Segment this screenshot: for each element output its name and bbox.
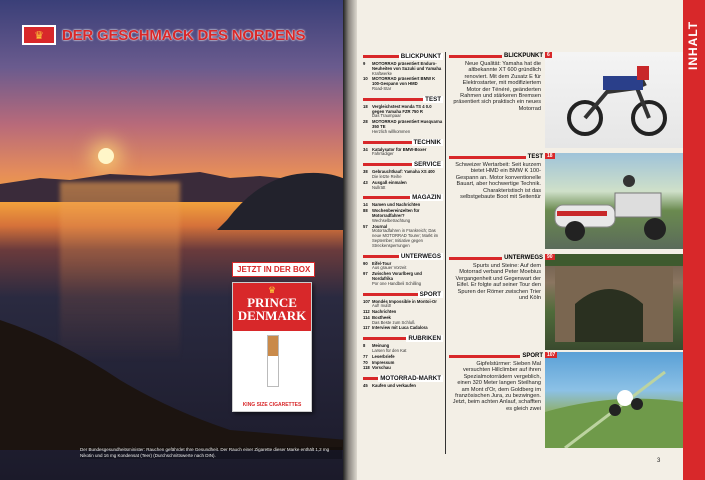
toc-entry-page: 18: [363, 103, 368, 109]
toc-entry-text: [372, 262, 443, 272]
toc-section: [363, 290, 443, 332]
toc-entry-title: Journal: [372, 223, 388, 229]
toc-entry[interactable]: [363, 120, 443, 134]
toc-section-title: SPORT: [419, 290, 441, 298]
toc-entry[interactable]: [363, 62, 443, 76]
toc-entry-page: 8: [363, 343, 366, 349]
toc-entry[interactable]: [363, 272, 443, 286]
toc-entry-page: 118: [363, 365, 370, 371]
feature-teaser: Schweizer Wertarbeit: Seit kurzem bietet HMD ein BMW K 100-Gespann an. Motor konventionelle Bauart, aber hochwertige Technik. Charakteristisch ist das selbstgebaute Boot mit Seitentür: [455, 162, 541, 201]
feature-page-number: 6: [547, 52, 550, 58]
toc-entry-subtitle: Wechselbetrachtung: [372, 217, 411, 223]
toc-entry-text: [372, 148, 443, 158]
toc-section: [363, 374, 443, 389]
toc-section: [363, 52, 443, 92]
toc-entry-subtitle: Larsen für den Kat: [372, 348, 407, 354]
feature-title: SPORT: [522, 353, 543, 359]
toc-entry-text: [372, 316, 443, 326]
toc-entry-subtitle: Road-Star: [372, 85, 392, 91]
toc-entry-title: MOTORRAD präsentiert Enduro-Neuheiten von Suzuki und Yamaha: [372, 61, 442, 71]
toc-entry-page: 34: [363, 146, 368, 152]
toc-entry-subtitle: Nullrätt: [372, 184, 386, 190]
toc-section: [363, 334, 443, 371]
toc-entry-page: 70: [363, 359, 368, 365]
toc-entry-title: MOTORRAD präsentiert BMW K 100-Gespann von HMD: [372, 76, 436, 87]
toc-entry-page: 97: [363, 271, 368, 277]
toc-entry-title: Mondés Impossible in Montoi-Or: [372, 298, 437, 304]
island-silhouette: [217, 160, 347, 230]
toc-entry-subtitle: Aus grauer Vorzeit: [372, 265, 407, 271]
toc-entry-text: [372, 209, 443, 223]
toc-entry-text: [372, 120, 443, 134]
toc-entry-subtitle: Fahrradiger: [372, 151, 394, 157]
side-tab-label: INHALT: [686, 20, 700, 70]
toc-section-title: TECHNIK: [413, 138, 441, 146]
advertisement-page: [0, 0, 347, 480]
toc-entry-text: [372, 62, 443, 76]
feature-title: UNTERWEGS: [504, 255, 543, 261]
toc-entry-text: [372, 77, 443, 91]
toc-entry-text: [372, 225, 443, 249]
toc-entry-subtitle: Por one Handbeli Schilling: [372, 280, 422, 286]
toc-section-header: [363, 95, 443, 104]
toc-column: [363, 52, 443, 392]
section-rule: [363, 55, 399, 58]
toc-entry-title: Nachrichten: [372, 309, 397, 315]
feature-photo: [545, 254, 683, 350]
toc-entry[interactable]: [363, 326, 443, 331]
toc-entry[interactable]: [363, 105, 443, 119]
feature-title: TEST: [527, 154, 543, 160]
toc-section: [363, 138, 443, 158]
toc-section-title: RUBRIKEN: [408, 335, 441, 343]
feature-item[interactable]: [449, 153, 679, 249]
toc-entry[interactable]: [363, 384, 443, 389]
page-gutter: [343, 0, 357, 480]
toc-entry-text: [372, 326, 443, 331]
feature-teaser: Gipfelstürmer: Sieben Mal versuchten Hillclimber auf ihren Spezialmotorrädern vergeblich, einen 320 Meter langen Steilhang am Mont d'Or, dem Goldberg im französischen Jura, zu bezwingen. Jetzt, beim achten Anlauf, schafften es gleich zwei: [452, 361, 541, 412]
toc-entry[interactable]: [363, 262, 443, 272]
toc-entry-subtitle: Auf! mußt!: [372, 303, 392, 309]
toc-entry-title: Vorschau: [372, 365, 391, 371]
pack-brand-line2: DENMARK: [237, 308, 307, 323]
feature-rule: [449, 257, 502, 260]
toc-entry-page: 43: [363, 179, 368, 185]
toc-entry[interactable]: [363, 316, 443, 326]
health-warning: Der Bundesgesundheitsminister: Rauchen gefährdet Ihre Gesundheit. Der Rauch einer Zigarette dieser Marke enthält 1,2 mg Nikotin und 16 mg Kondensat (Teer) (Durchschnittswerte nach DIN).: [80, 447, 342, 459]
feature-item[interactable]: [449, 254, 679, 350]
toc-entry-page: 45: [363, 383, 368, 389]
toc-entry-text: [372, 355, 443, 360]
headline-text: DER GESCHMACK DES NORDENS: [62, 26, 306, 44]
toc-section-header: [363, 138, 443, 147]
toc-entry-subtitle: Das Beste zum Schluß: [372, 319, 415, 325]
enduro-motorcycle-image: [545, 52, 683, 148]
pack-footer: KING SIZE CIGARETTES: [242, 402, 302, 408]
toc-section: [363, 193, 443, 248]
toc-entry-text: [372, 344, 443, 354]
toc-entry[interactable]: [363, 300, 443, 310]
side-tab: [683, 0, 705, 480]
toc-entry[interactable]: [363, 77, 443, 91]
toc-section-title: UNTERWEGS: [400, 252, 441, 260]
feature-item[interactable]: [449, 52, 679, 148]
toc-section-title: SERVICE: [413, 161, 441, 169]
toc-entry-text: [372, 181, 443, 191]
toc-entry-title: Eifel-Tour: [372, 260, 392, 266]
toc-entry-page: 77: [363, 353, 368, 359]
toc-entry[interactable]: [363, 170, 443, 180]
toc-entry-title: Namen und Nachrichten: [372, 202, 421, 208]
toc-section: [363, 252, 443, 287]
page-number: 3: [657, 458, 661, 464]
toc-entry[interactable]: [363, 355, 443, 360]
toc-section-header: [363, 334, 443, 343]
toc-section-header: [363, 252, 443, 261]
sidecar-rig-image: [545, 153, 683, 249]
toc-entry-page: 112: [363, 309, 370, 315]
toc-entry-text: [372, 272, 443, 286]
section-rule: [363, 337, 406, 340]
toc-entry-title: Kaufen und verkaufen: [372, 383, 416, 389]
hillclimb-rider-image: [545, 352, 683, 448]
toc-entry-page: 90: [363, 260, 368, 266]
toc-entry[interactable]: [363, 344, 443, 354]
section-rule: [363, 196, 410, 199]
feature-title: BLICKPUNKT: [504, 53, 543, 59]
feature-header: [449, 254, 545, 262]
toc-entry-page: 117: [363, 325, 370, 331]
feature-page-number: 18: [547, 153, 553, 159]
section-rule: [363, 377, 378, 380]
cigarette-image: [267, 335, 279, 387]
toc-entry-title: Leserbriefe: [372, 353, 395, 359]
toc-entry-page: 114: [363, 314, 370, 320]
feature-photo: [545, 352, 683, 448]
toc-entry-subtitle: Motorradfahren in Frankreich; Das neue MOTORRAD Tourer; Markt im September; Initiative gegen Streckensperrungen: [372, 228, 439, 248]
toc-entry-page: 28: [363, 119, 368, 125]
toc-section-title: MAGAZIN: [412, 194, 441, 202]
toc-entry-title: Impressum: [372, 359, 395, 365]
toc-entry-title: Gebrauchtkauf: Yamaha XS 400: [372, 169, 435, 175]
toc-entry[interactable]: [363, 225, 443, 249]
section-rule: [363, 98, 423, 101]
toc-entry-title: Interview mit Luca Cadalora: [372, 325, 428, 331]
toc-section-header: [363, 160, 443, 169]
pack-brand-line1: PRINCE: [247, 295, 297, 310]
crown-icon: ♛: [267, 285, 277, 295]
feature-header: [449, 153, 545, 161]
section-rule: [363, 141, 412, 144]
toc-section-title: BLICKPUNKT: [400, 53, 441, 60]
box-label: JETZT IN DER BOX: [232, 262, 315, 277]
feature-header: [449, 52, 545, 60]
stone-arch-bridge-image: [545, 254, 683, 350]
toc-entry-page: 10: [363, 76, 368, 82]
feature-teaser: Spurts und Steine: Auf dem Motorrad verband Peter Moebius Vergangenheit und Gegenwart der Eifel. Er folgte auf seiner Tour den Spuren der Römer zwischen Trier und Köln: [455, 263, 541, 302]
toc-entry-title: MOTORRAD präsentiert Husqvarna 350 TE: [372, 119, 443, 129]
toc-entry-page: 9: [363, 61, 366, 66]
feature-item[interactable]: [449, 352, 679, 448]
crown-flag-icon: ♛: [22, 25, 56, 45]
toc-entry-text: [372, 170, 443, 180]
toc-entry-title: Vergleichstest Honda TS 4 0.0 gegen Yamaha FZR 750 R: [372, 103, 432, 114]
toc-section-header: [363, 374, 443, 383]
toc-entry-title: Boxtheek: [372, 314, 391, 320]
toc-entry-text: [372, 300, 443, 310]
toc-entry-subtitle: Das Traumpaar: [372, 113, 401, 119]
feature-header: [449, 352, 545, 360]
toc-entry[interactable]: [363, 181, 443, 191]
toc-entry-title: Katalysator für BMW-Boxer: [372, 146, 427, 152]
toc-entry-text: [372, 366, 443, 371]
toc-section-header: [363, 193, 443, 202]
toc-entry-subtitle: Kraftwerke: [372, 70, 393, 76]
toc-entry-title: Wochenbereinzelten für Motorradfahrer?: [372, 208, 420, 218]
feature-rule: [449, 156, 526, 159]
column-divider: [445, 52, 446, 454]
cigarette-pack: [232, 282, 312, 412]
feature-teaser: Neue Qualität: Yamaha hat die altbekannte XT 600 gründlich renoviert. Mit dem Zusatz E für Elektrostarter, mit modifiziertem Motor der Ténéré, geänderten Rahmen und stärkeren Bremsen präsentiert sich praktisch ein neues Motorrad: [453, 61, 541, 112]
toc-entry-page: 14: [363, 202, 368, 208]
toc-entry[interactable]: [363, 148, 443, 158]
toc-entry-title: Zwischen Vorarlberg und Nordafrika: [372, 271, 422, 281]
toc-section-header: [363, 290, 443, 299]
section-rule: [363, 255, 399, 258]
feature-rule: [449, 355, 520, 358]
toc-entry-subtitle: Herzlich willkommen: [372, 128, 411, 134]
feature-photo: [545, 153, 683, 249]
toc-section: [363, 160, 443, 190]
contents-page: [357, 0, 705, 480]
toc-entry-text: [372, 105, 443, 119]
toc-entry[interactable]: [363, 366, 443, 371]
feature-page-number: 107: [547, 352, 556, 358]
section-rule: [363, 163, 412, 166]
toc-entry-title: Ausgaß einmalen: [372, 179, 407, 185]
toc-entry-page: 57: [363, 223, 368, 229]
toc-entry-page: 38: [363, 169, 368, 175]
toc-section-title: MOTORRAD-MARKT: [380, 375, 441, 383]
toc-section-title: TEST: [425, 95, 441, 103]
toc-section: [363, 95, 443, 135]
toc-entry-subtitle: Die letzte Reihe: [372, 173, 402, 179]
ad-headline: [22, 24, 305, 46]
toc-entry[interactable]: [363, 209, 443, 223]
toc-entry-title: Meinung: [372, 343, 390, 349]
feature-photo: [545, 52, 683, 148]
toc-entry-page: 88: [363, 208, 368, 214]
feature-rule: [449, 55, 502, 58]
toc-section-header: [363, 52, 443, 61]
toc-entry-page: 107: [363, 298, 370, 304]
section-rule: [363, 293, 418, 296]
feature-page-number: 90: [547, 254, 553, 260]
toc-entry-text: [372, 384, 443, 389]
